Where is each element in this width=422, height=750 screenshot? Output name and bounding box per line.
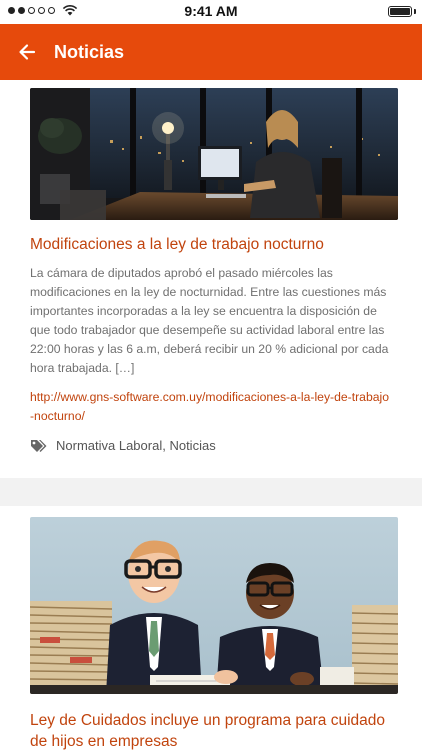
news-card	[0, 80, 422, 478]
battery-tip	[414, 9, 416, 14]
office-night-illustration	[30, 88, 398, 220]
app-bar	[0, 24, 422, 80]
back-button[interactable]	[0, 24, 54, 80]
post-tags	[30, 438, 216, 453]
tag-link[interactable]: Normativa Laboral	[56, 438, 163, 453]
tag-separator: ,	[162, 438, 170, 453]
tag-link[interactable]: Noticias	[169, 438, 216, 453]
battery-icon	[388, 6, 412, 17]
page-title: Noticias	[54, 41, 125, 62]
kids-office-illustration	[30, 517, 398, 694]
status-bar	[0, 0, 422, 24]
tags-icon	[30, 439, 48, 453]
status-time: 9:41 AM	[184, 3, 238, 19]
post-title[interactable]: Ley de Cuidados incluye un programa para cuidado de hijos en empresas	[30, 712, 386, 750]
post-title[interactable]: Modificaciones a la ley de trabajo nocturno	[30, 236, 324, 253]
post-url-link[interactable]: http://www.gns-software.com.uy/modificaciones-a-la-ley-de-trabajo-nocturno/	[30, 390, 389, 423]
post-excerpt: La cámara de diputados aprobó el pasado miércoles las modificaciones en la ley de nocturnidad. Entre las cuestiones más importantes incorporadas a la ley se encuentra la disposición de que todo trabajador que desempeñe su actividad laboral entre las 22:00 horas y las 6 a.m, deberá recibir un 20 % adicional por cada hora trabajada. […]	[30, 266, 389, 375]
news-card	[0, 506, 422, 750]
arrow-left-icon	[18, 43, 36, 61]
post-image-kids-office[interactable]	[30, 517, 398, 694]
battery-level-fill	[390, 8, 410, 15]
news-list[interactable]	[0, 80, 422, 750]
post-image-office-night[interactable]	[30, 88, 398, 220]
